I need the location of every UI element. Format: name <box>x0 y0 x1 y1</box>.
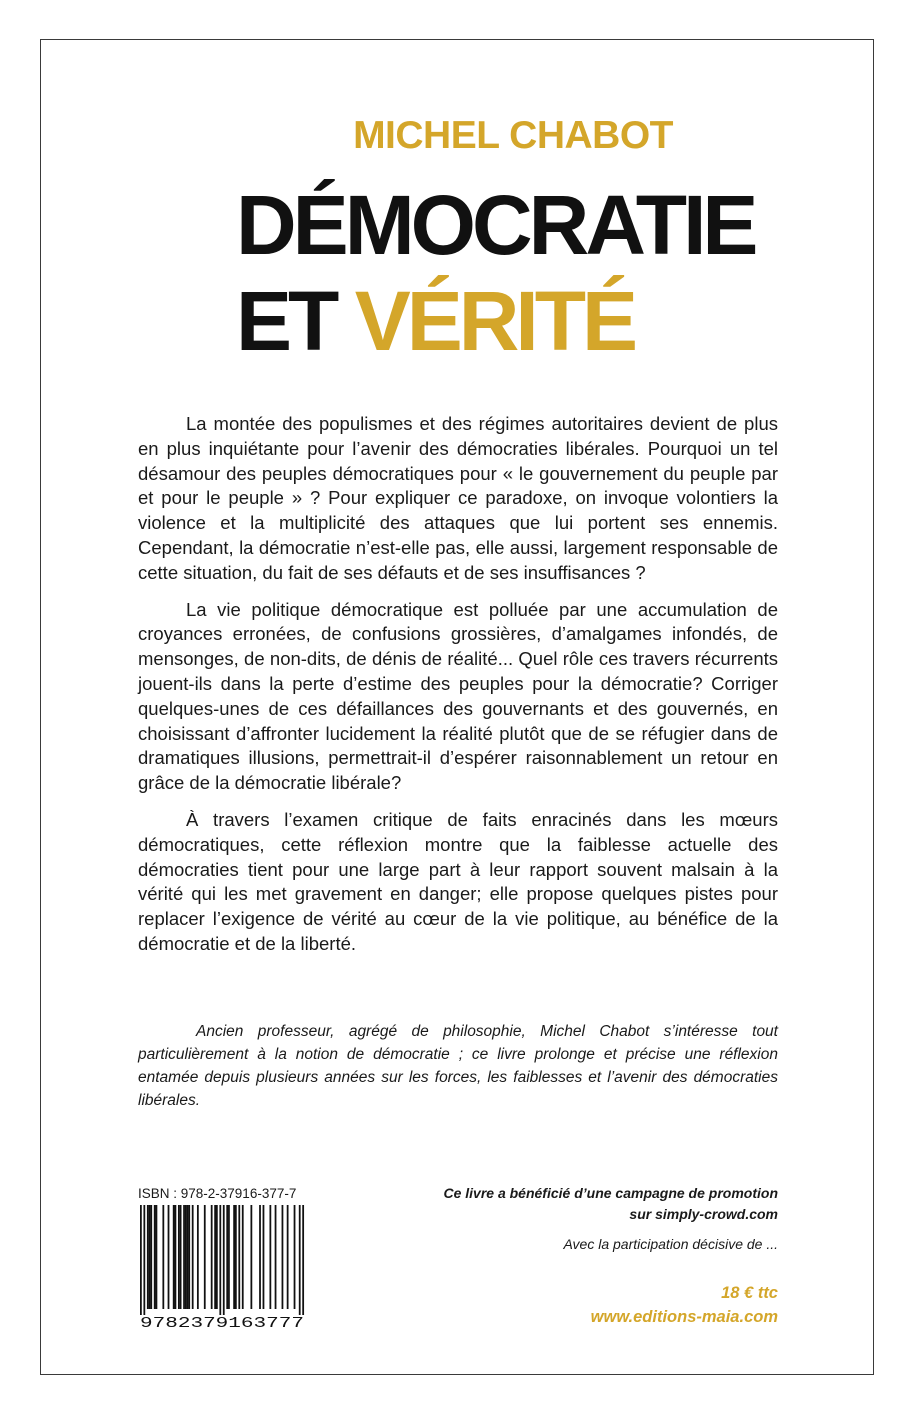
barcode-bar <box>185 1205 187 1309</box>
barcode-bar <box>299 1205 301 1315</box>
barcode-bar <box>250 1205 252 1309</box>
publisher-website: www.editions-maia.com <box>590 1308 778 1326</box>
barcode-digits: 9782379163777 <box>140 1315 304 1332</box>
barcode-bar <box>235 1205 237 1309</box>
barcode-bar <box>140 1205 142 1315</box>
barcode-bar <box>275 1205 277 1309</box>
promo-note <box>443 1183 778 1225</box>
title-verite: VÉRITÉ <box>354 274 635 368</box>
barcode-bar <box>204 1205 206 1309</box>
barcode-bar <box>178 1205 180 1309</box>
barcode-bar <box>214 1205 216 1309</box>
barcode-bar <box>242 1205 244 1309</box>
barcode-bar <box>168 1205 170 1309</box>
barcode-bar <box>143 1205 145 1315</box>
barcode-bar <box>183 1205 185 1309</box>
barcode-bar <box>238 1205 240 1309</box>
barcode-bar <box>197 1205 199 1309</box>
barcode-bar <box>162 1205 164 1309</box>
barcode-bar <box>294 1205 296 1309</box>
price: 18 € ttc <box>721 1284 778 1302</box>
promo-line-1: Ce livre a bénéficié d’une campagne de promotion <box>443 1185 778 1201</box>
barcode-bar <box>269 1205 271 1309</box>
barcode-bar <box>287 1205 289 1309</box>
barcode-bar <box>211 1205 213 1309</box>
barcode-bar <box>192 1205 194 1309</box>
barcode-bar <box>219 1205 221 1315</box>
author-name: MICHEL CHABOT <box>353 114 673 157</box>
title-line-1: DÉMOCRATIE <box>236 178 755 272</box>
blurb-paragraph: À travers l’examen critique de faits enracinés dans les mœurs démocratiques, cette réflexion montre que la faiblesse actuelle des démocraties tient pour une large part à leur rapport souvent malsain à la vérité qui les met gravement en danger; elle propose quelques pistes pour replacer l’exigence de vérité au cœur de la vie politique, au bénéfice de la démocratie et de la liberté. <box>138 808 778 954</box>
barcode-bar <box>156 1205 158 1309</box>
title-line-2 <box>236 274 635 368</box>
participation-note: Avec la participation décisive de ... <box>563 1236 778 1252</box>
barcode-bar <box>282 1205 284 1309</box>
author-bio: Ancien professeur, agrégé de philosophie, Michel Chabot s’intéresse tout particulièrement à la notion de démocratie ; ce livre prolonge et précise une réflexion entamée depuis plusieurs années sur les forces, les faiblesses et l’avenir des démocraties libérales. <box>138 1023 778 1109</box>
barcode <box>138 1205 306 1333</box>
barcode-bar <box>154 1205 156 1309</box>
promo-line-2: sur simply-crowd.com <box>629 1206 778 1222</box>
barcode-bar <box>263 1205 265 1309</box>
blurb <box>138 412 778 969</box>
blurb-paragraph: La vie politique démocratique est polluée par une accumulation de croyances erronées, de confusions grossières, d’amalgames infondés, de mensonges, de non-dits, de dénis de réalité... Quel rôle ces travers récurrents jouent-ils dans la perte d’estime des peuples pour la démocratie? Corriger quelques-unes de ces défaillances des gouvernants et des gouvernés, en choisissant d’affronter lucidement la réalité plutôt que de se réfugier dans de dramatiques illusions, permettrait-il d’espérer raisonnablement un retour en grâce de la démocratie libérale? <box>138 598 778 794</box>
barcode-bar <box>233 1205 235 1309</box>
barcode-bar <box>188 1205 190 1309</box>
barcode-bar <box>259 1205 261 1309</box>
barcode-bar <box>175 1205 177 1309</box>
barcode-bar <box>149 1205 151 1309</box>
barcode-bar <box>216 1205 218 1309</box>
barcode-bar <box>150 1205 152 1309</box>
barcode-bar <box>228 1205 230 1309</box>
blurb-paragraph: La montée des populismes et des régimes autoritaires devient de plus en plus inquiétante pour l’avenir des démocraties libérales. Pourquoi un tel désamour des peuples démocratiques pour « le gouvernement du peuple par et pour le peuple » ? Pour expliquer ce paradoxe, on invoque volontiers la violence et la multiplicité des attaques que lui portent ses ennemis. Cependant, la démocratie n’est-elle pas, elle aussi, largement responsable de cette situation, du fait de ses défauts et de ses insuffisances ? <box>138 413 778 583</box>
barcode-bar <box>226 1205 228 1309</box>
isbn-label: ISBN : 978-2-37916-377-7 <box>138 1186 297 1201</box>
barcode-bar <box>173 1205 175 1309</box>
barcode-bar <box>187 1205 189 1309</box>
barcode-bar <box>180 1205 182 1309</box>
barcode-bar <box>302 1205 304 1315</box>
barcode-bar <box>223 1205 225 1315</box>
title-et: ET <box>236 274 336 368</box>
barcode-bar <box>147 1205 149 1309</box>
